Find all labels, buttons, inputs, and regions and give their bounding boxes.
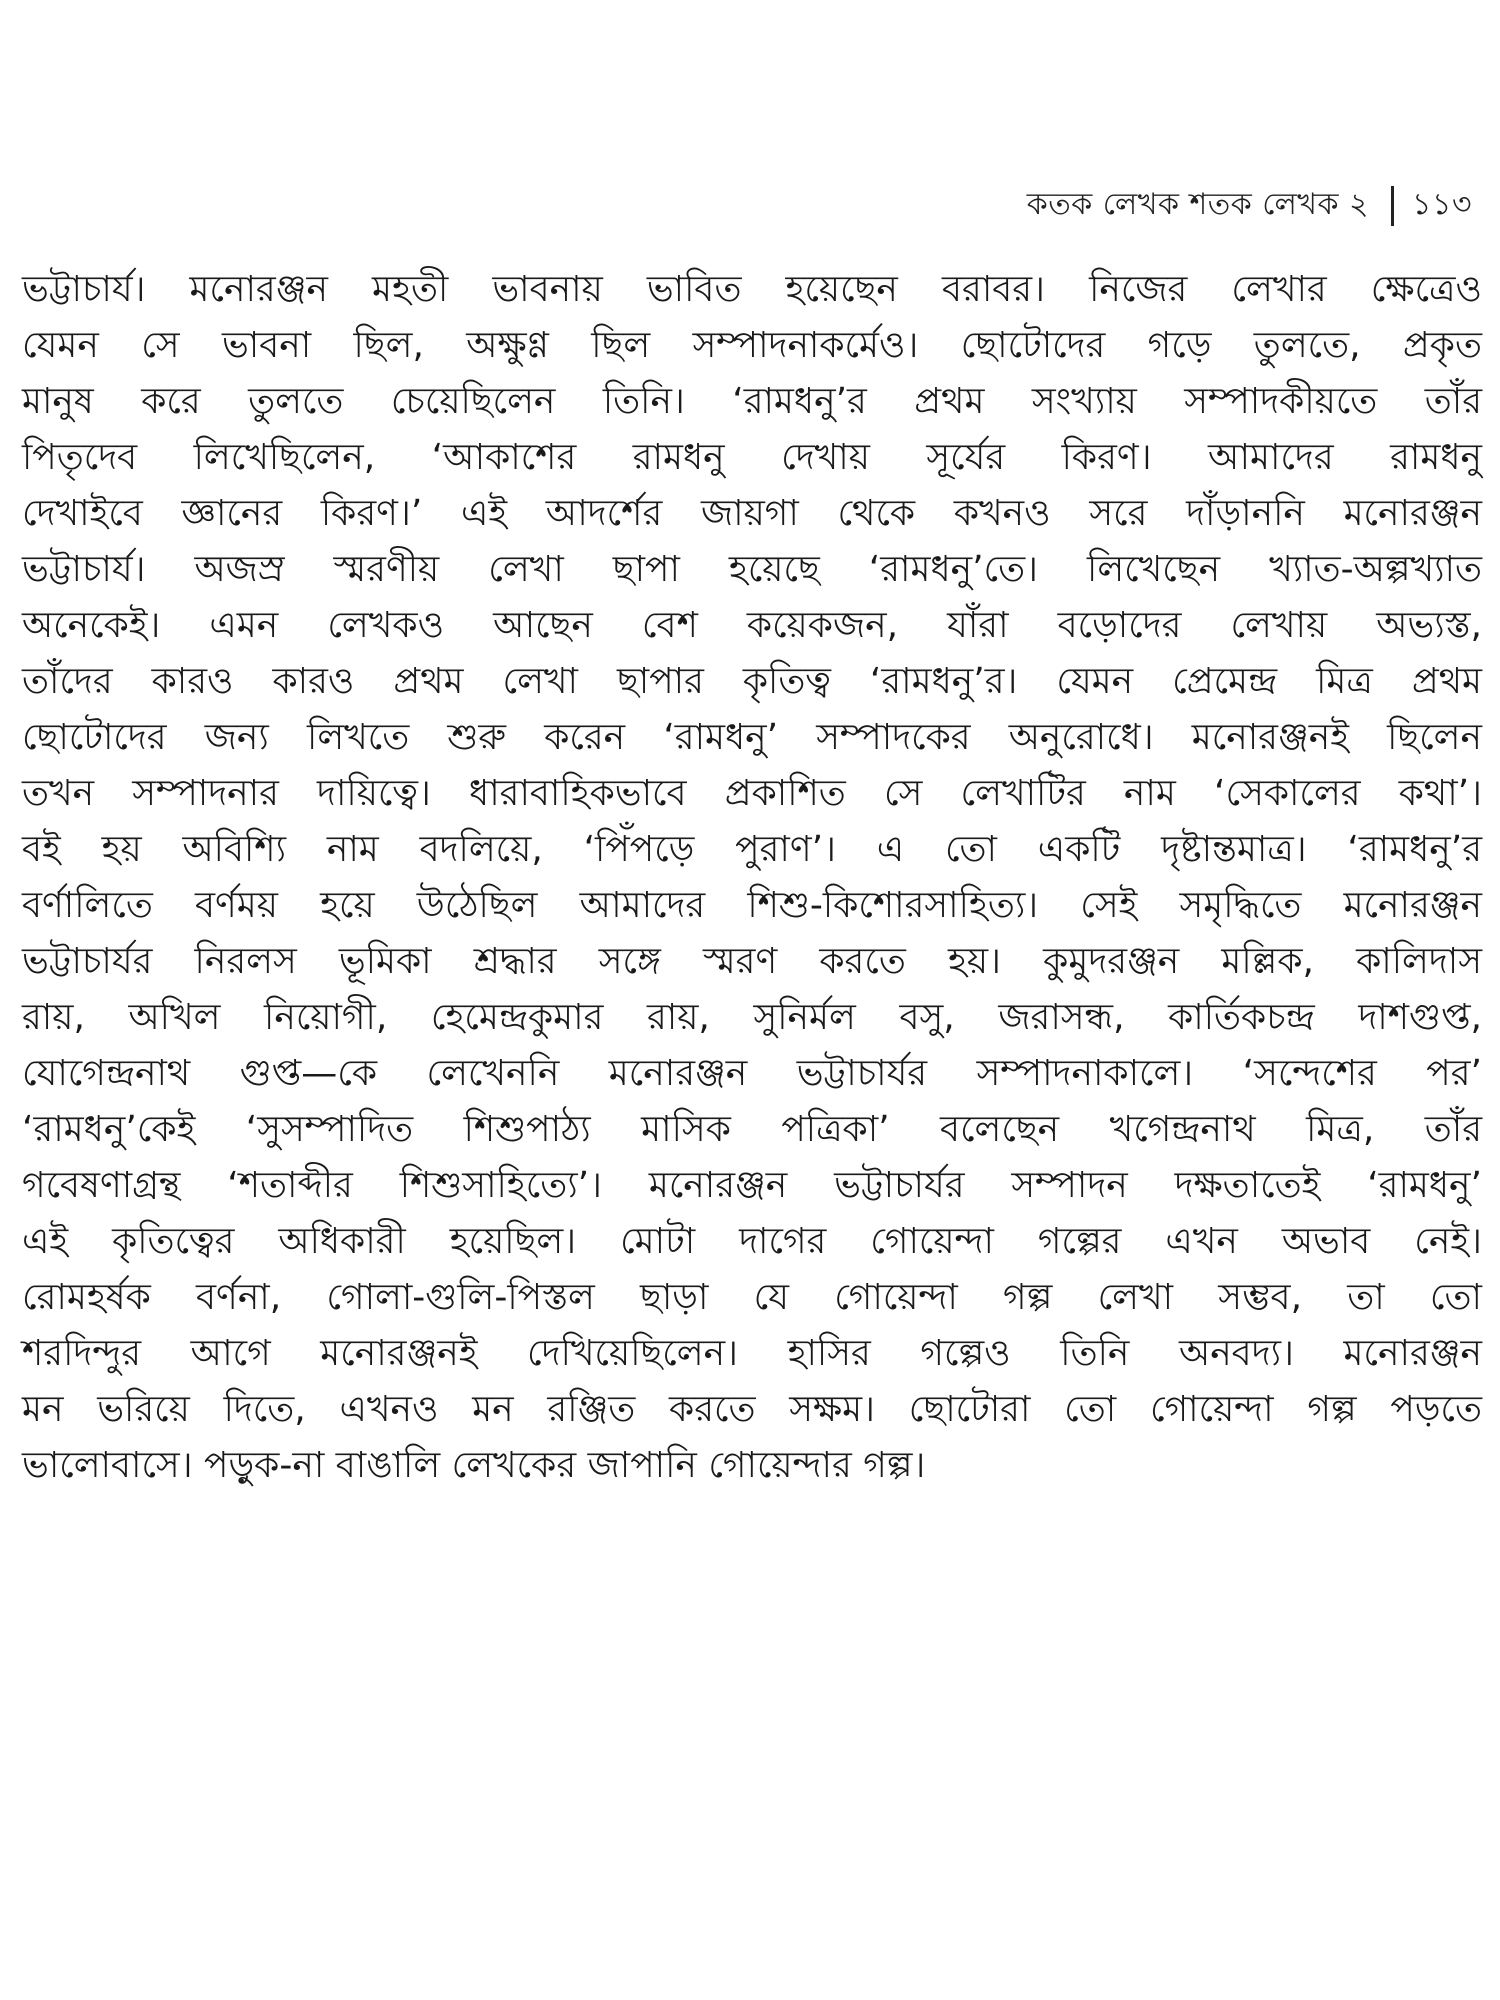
text-line: রায়, অখিল নিয়োগী, হেমেন্দ্রকুমার রায়, সুনির্মল বসু, জরাসন্ধ, কার্তিকচন্দ্র দাশগুপ্ত, <box>22 997 1482 1038</box>
text-line: ভট্টাচার্য। মনোরঞ্জন মহতী ভাবনায় ভাবিত হয়েছেন বরাবর। নিজের লেখার ক্ষেত্রেও <box>22 269 1482 310</box>
body-paragraph <box>22 262 1482 1494</box>
text-line: যেমন সে ভাবনা ছিল, অক্ষুণ্ণ ছিল সম্পাদনাকর্মেও। ছোটোদের গড়ে তুলতে, প্রকৃত <box>22 325 1482 366</box>
text-line: শরদিন্দুর আগে মনোরঞ্জনই দেখিয়েছিলেন। হাসির গল্পেও তিনি অনবদ্য। মনোরঞ্জন <box>22 1333 1482 1374</box>
text-line: মন ভরিয়ে দিতে, এখনও মন রঞ্জিত করতে সক্ষম। ছোটোরা তো গোয়েন্দা গল্প পড়তে <box>22 1389 1482 1430</box>
page-number: ১১৩ <box>1412 187 1472 222</box>
text-line: রোমহর্ষক বর্ণনা, গোলা-গুলি-পিস্তল ছাড়া যে গোয়েন্দা গল্প লেখা সম্ভব, তা তো <box>22 1277 1482 1318</box>
text-line: মানুষ করে তুলতে চেয়েছিলেন তিনি। ‘রামধনু’র প্রথম সংখ্যায় সম্পাদকীয়তে তাঁর <box>22 381 1482 422</box>
text-line: ছোটোদের জন্য লিখতে শুরু করেন ‘রামধনু’ সম্পাদকের অনুরোধে। মনোরঞ্জনই ছিলেন <box>22 717 1482 758</box>
text-line: ভট্টাচার্যর নিরলস ভূমিকা শ্রদ্ধার সঙ্গে স্মরণ করতে হয়। কুমুদরঞ্জন মল্লিক, কালিদাস <box>22 941 1482 982</box>
text-line: এই কৃতিত্বের অধিকারী হয়েছিল। মোটা দাগের গোয়েন্দা গল্পের এখন অভাব নেই। <box>22 1221 1482 1262</box>
text-line: ভট্টাচার্য। অজস্র স্মরণীয় লেখা ছাপা হয়েছে ‘রামধনু’তে। লিখেছেন খ্যাত-অল্পখ্যাত <box>22 549 1482 590</box>
running-title: কতক লেখক শতক লেখক ২ <box>1026 187 1370 222</box>
text-line: তখন সম্পাদনার দায়িত্বে। ধারাবাহিকভাবে প্রকাশিত সে লেখাটির নাম ‘সেকালের কথা’। <box>22 773 1482 814</box>
text-line: ‘রামধনু’কেই ‘সুসম্পাদিত শিশুপাঠ্য মাসিক পত্রিকা’ বলেছেন খগেন্দ্রনাথ মিত্র, তাঁর <box>22 1109 1482 1150</box>
running-header <box>1027 180 1472 231</box>
text-line: পিতৃদেব লিখেছিলেন, ‘আকাশের রামধনু দেখায় সূর্যের কিরণ। আমাদের রামধনু <box>22 437 1482 478</box>
text-line: দেখাইবে জ্ঞানের কিরণ।’ এই আদর্শের জায়গা থেকে কখনও সরে দাঁড়াননি মনোরঞ্জন <box>22 493 1482 534</box>
text-line: বর্ণালিতে বর্ণময় হয়ে উঠেছিল আমাদের শিশু-কিশোরসাহিত্য। সেই সমৃদ্ধিতে মনোরঞ্জন <box>22 885 1482 926</box>
text-line: যোগেন্দ্রনাথ গুপ্ত—কে লেখেননি মনোরঞ্জন ভট্টাচার্যর সম্পাদনাকালে। ‘সন্দেশের পর’ <box>22 1053 1482 1094</box>
header-separator <box>1391 186 1394 226</box>
text-line: বই হয় অবিশ্যি নাম বদলিয়ে, ‘পিঁপড়ে পুরাণ’। এ তো একটি দৃষ্টান্তমাত্র। ‘রামধনু’র <box>22 829 1482 870</box>
text-line: তাঁদের কারও কারও প্রথম লেখা ছাপার কৃতিত্ব ‘রামধনু’র। যেমন প্রেমেন্দ্র মিত্র প্রথম <box>22 661 1482 702</box>
text-line: গবেষণাগ্রন্থ ‘শতাব্দীর শিশুসাহিত্যে’। মনোরঞ্জন ভট্টাচার্যর সম্পাদন দক্ষতাতেই ‘রামধনু’ <box>22 1165 1482 1206</box>
text-line: অনেকেই। এমন লেখকও আছেন বেশ কয়েকজন, যাঁরা বড়োদের লেখায় অভ্যস্ত, <box>22 605 1482 646</box>
text-line: ভালোবাসে। পড়ুক-না বাঙালি লেখকের জাপানি গোয়েন্দার গল্প। <box>22 1445 926 1486</box>
